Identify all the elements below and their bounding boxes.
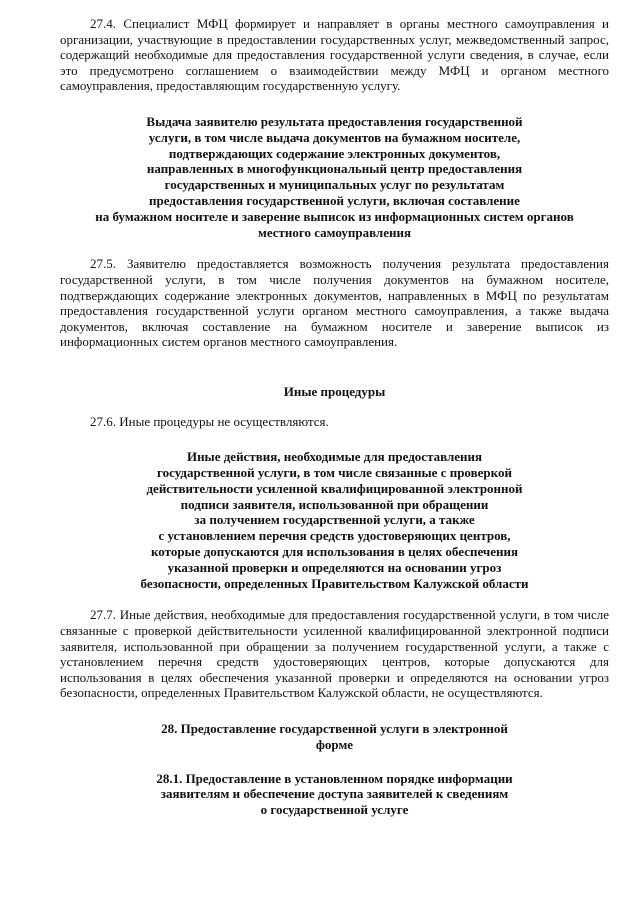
heading-line: государственных и муниципальных услуг по результатам xyxy=(164,177,505,193)
heading-line: Иные действия, необходимые для предоставления xyxy=(186,449,483,465)
heading-line: 28.1. Предоставление в установленном порядке информации xyxy=(156,770,513,786)
paragraph-27-7: 27.7. Иные действия, необходимые для предоставления государственной услуги, в том числе связанные с проверкой действительности усиленной квалифицированной электронной подписи заявителя, использованной при обращении за получением государственной услуги, а также с установлением перечня средств удостоверяющих центров, которые допускаются для использования в целях обеспечения указанной проверки и определяются на основании угроз безопасности, определенных Правительством Калужской области, не осуществляются. xyxy=(60,607,609,701)
heading-line: предоставления государственной услуги, включая составление xyxy=(149,192,520,208)
heading-section-28-1 xyxy=(60,771,609,818)
heading-line: форме xyxy=(315,736,354,752)
heading-line: действительности усиленной квалифицированной электронной xyxy=(146,480,523,496)
heading-line: которые допускаются для использования в целях обеспечения xyxy=(150,544,519,560)
heading-issue-result xyxy=(60,114,609,240)
paragraph-27-4: 27.4. Специалист МФЦ формирует и направляет в органы местного самоуправления и организации, участвующие в предоставлении государственных услуг, межведомственный запрос, содержащий необходимые для предоставления государственной услуги сведения, в случае, если это предусмотрено соглашением о взаимодействии между МФЦ и органом местного самоуправления, предоставляющим государственную услугу. xyxy=(60,16,609,94)
heading-line: подписи заявителя, использованной при обращении xyxy=(180,496,489,512)
heading-line: услуги, в том числе выдача документов на бумажном носителе, xyxy=(148,129,521,145)
heading-other-procedures: Иные процедуры xyxy=(283,383,386,399)
heading-line: Выдача заявителю результата предоставления государственной xyxy=(146,113,523,129)
heading-line: на бумажном носителе и заверение выписок из информационных систем органов xyxy=(95,208,574,224)
heading-line: заявителям и обеспечение доступа заявителей к сведениям xyxy=(160,786,509,802)
heading-line: местного самоуправления xyxy=(257,224,412,240)
heading-line: за получением государственной услуги, а также xyxy=(194,512,475,528)
heading-line: государственной услуги, в том числе связанные с проверкой xyxy=(157,465,512,481)
heading-line: указанной проверки и определяются на основании угроз xyxy=(167,559,502,575)
heading-line: безопасности, определенных Правительством Калужской области xyxy=(140,575,529,591)
heading-line: направленных в многофункциональный центр предоставления xyxy=(146,161,523,177)
heading-line: о государственной услуге xyxy=(260,802,409,818)
heading-other-actions xyxy=(60,449,609,591)
heading-line: 28. Предоставление государственной услуги в электронной xyxy=(161,721,508,737)
heading-section-28 xyxy=(60,721,609,753)
paragraph-27-6: 27.6. Иные процедуры не осуществляются. xyxy=(90,413,329,429)
paragraph-27-5: 27.5. Заявителю предоставляется возможность получения результата предоставления государственной услуги, в том числе получения документов на бумажном носителе, подтверждающих содержание электронных документов, направленных в МФЦ по результатам предоставления государственной услуги органом местного самоуправления, а также выдача документов, включая составление на бумажном носителе и заверение выписок из информационных систем органов местного самоуправления. xyxy=(60,256,609,350)
heading-line: подтверждающих содержание электронных документов, xyxy=(168,145,501,161)
heading-line: с установлением перечня средств удостоверяющих центров, xyxy=(158,528,511,544)
